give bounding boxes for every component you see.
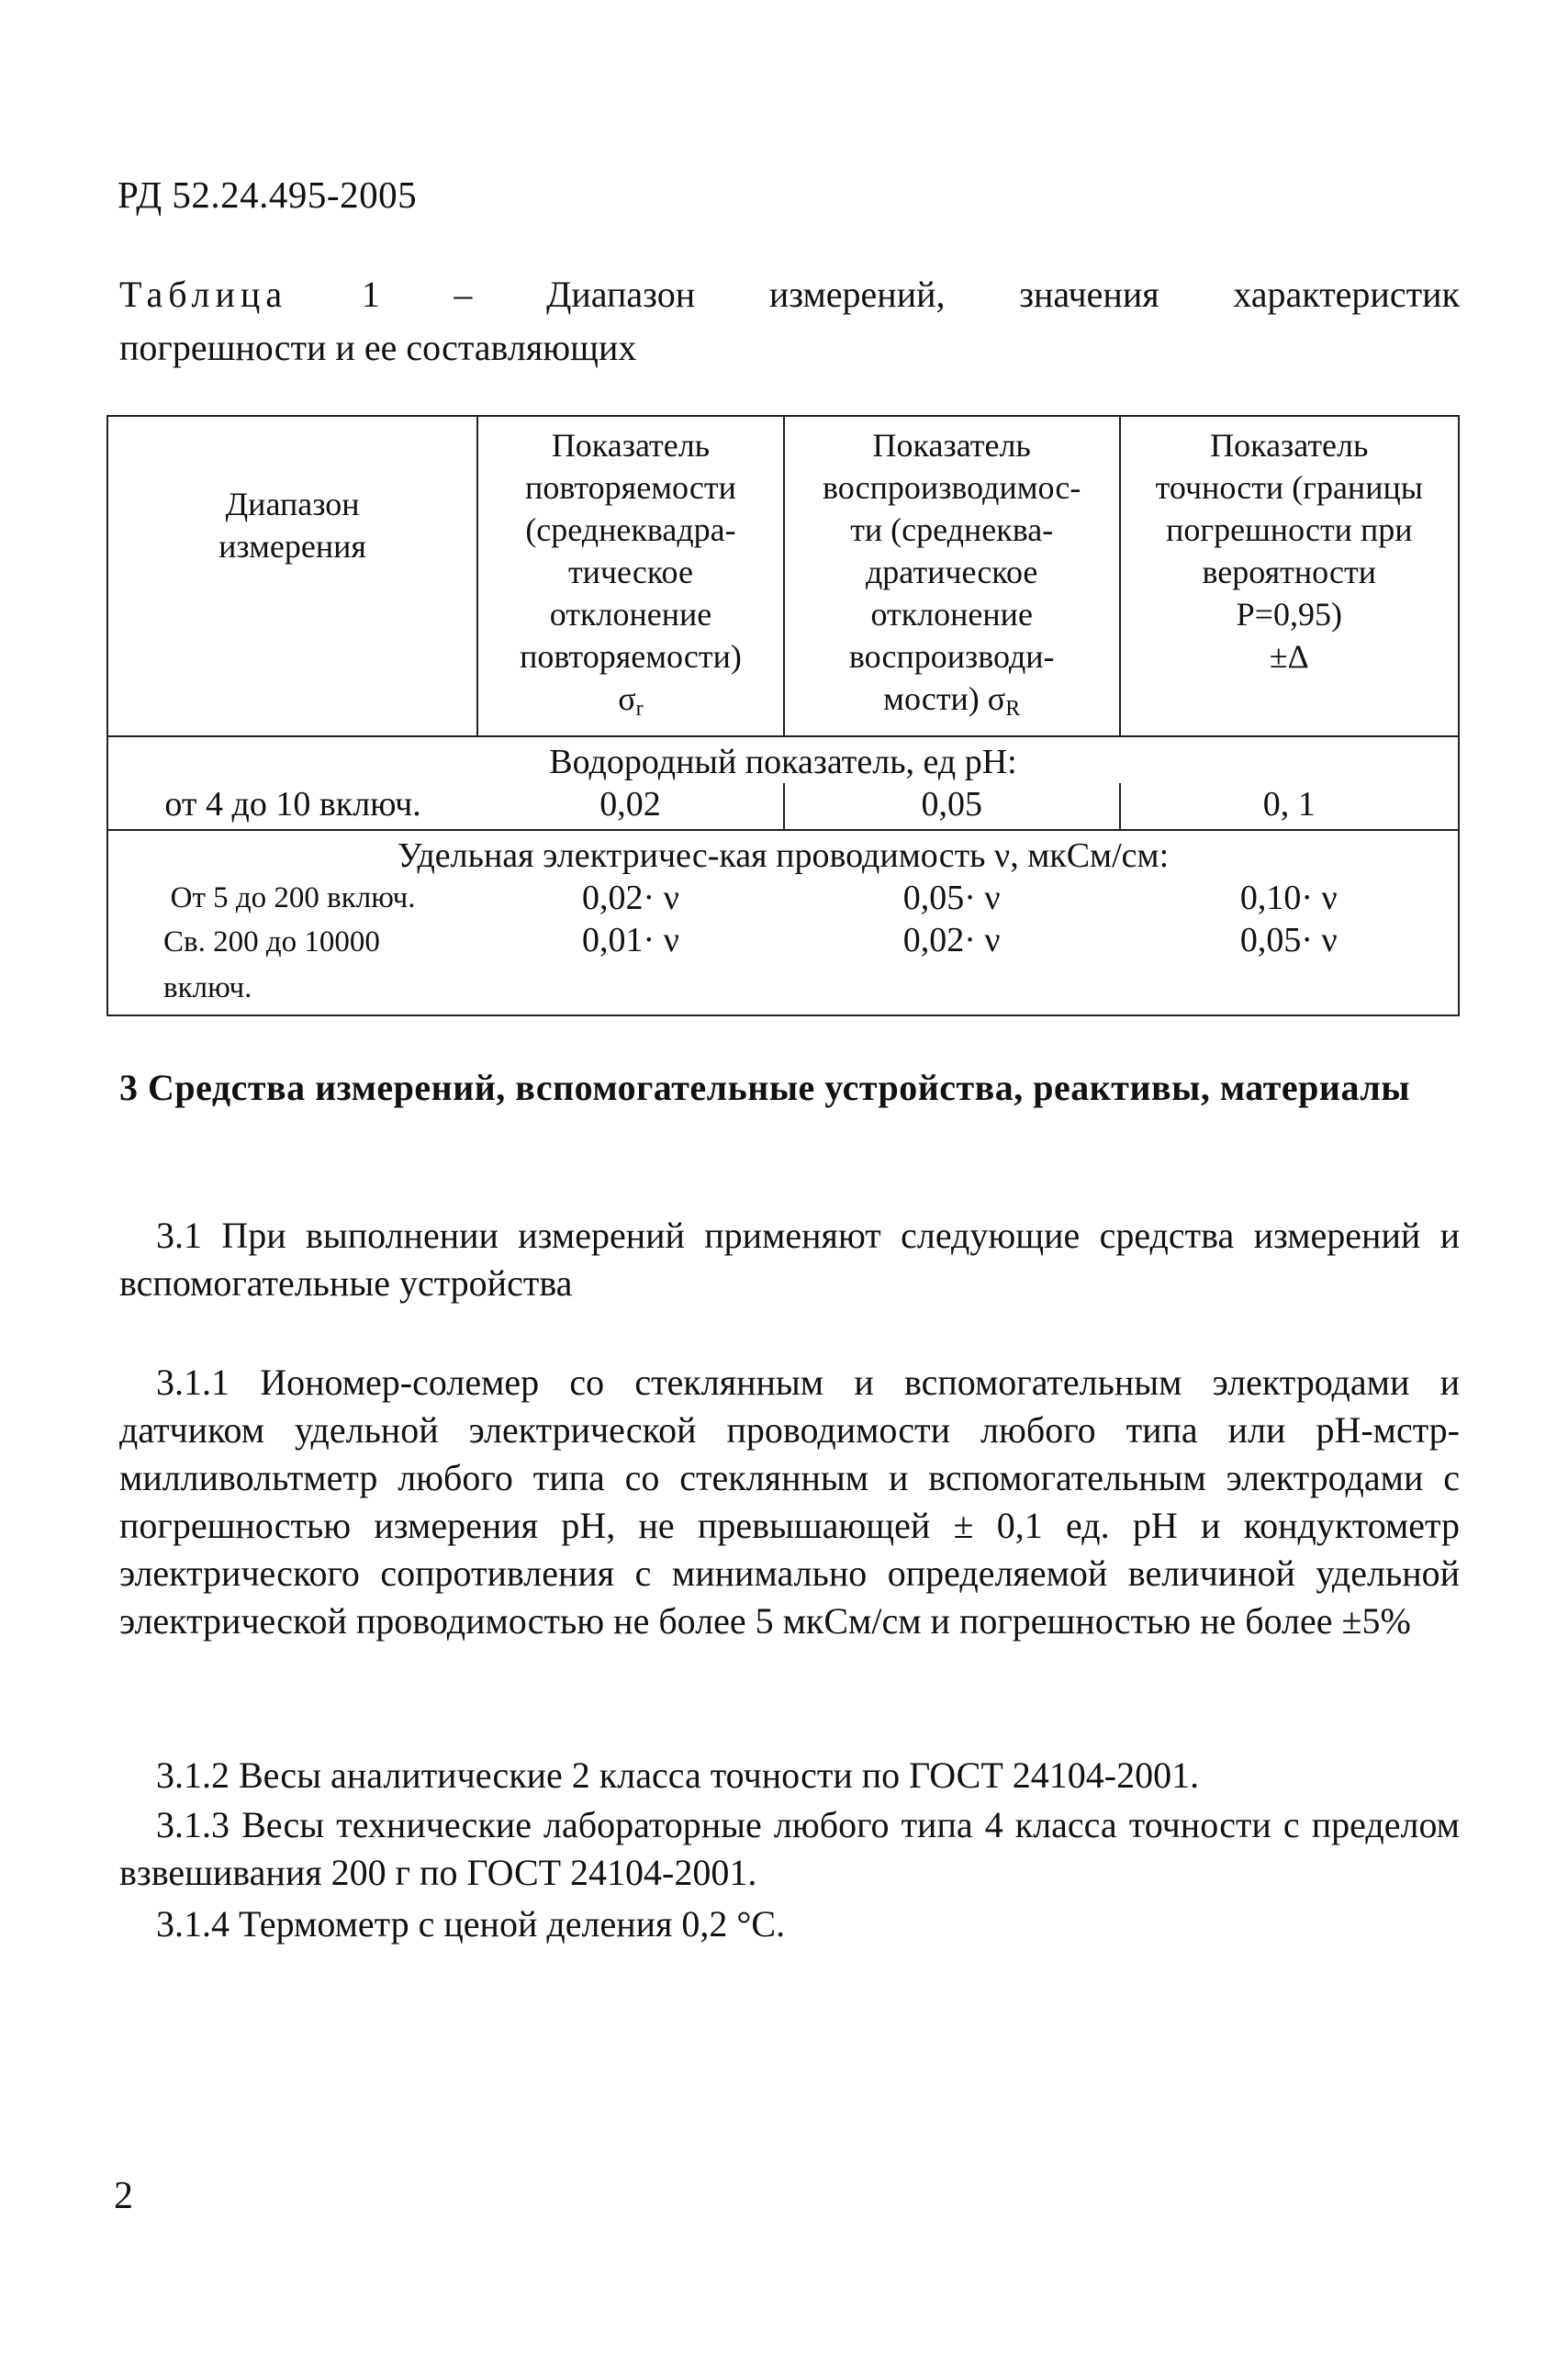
header-line: погрешности при — [1166, 511, 1413, 548]
paragraph-text: 3.1 При выполнении измерений применяют следующие средства измерений и вспомогательные устройства — [119, 1215, 1460, 1304]
paragraph-3-1-1 — [119, 1359, 1460, 1645]
measurement-characteristics-table — [106, 415, 1460, 1016]
cell-repeatability: 0,02 — [477, 783, 784, 830]
paragraph-3-1-3 — [119, 1801, 1460, 1897]
header-line: воспроизводимос- — [823, 469, 1081, 506]
sigma-symbol: σ — [618, 680, 636, 717]
table-caption-continued: погрешности и ее составляющих — [119, 327, 637, 368]
cell-range: Св. 200 до 10000 включ. — [107, 919, 477, 1015]
header-range — [107, 416, 477, 736]
document-code: РД 52.24.495-2005 — [118, 174, 418, 216]
table-header-row — [107, 416, 1459, 736]
caption-dash: – — [454, 274, 473, 315]
header-line: повторяемости) — [520, 638, 742, 675]
header-line: ти (среднеква- — [850, 511, 1054, 548]
header-line: измерения — [218, 527, 366, 565]
paragraph-3-1 — [119, 1212, 1460, 1307]
table-caption — [119, 272, 1460, 318]
paragraph-text: 3.1.1 Иономер-солемер со стеклянным и вспомогательным электродами и датчиком удельной электрической проводимости любого типа или рН-мстр-милливольтметр любого типа со стеклянным и вспомогательным электродами с погрешностью измерения рН, не превышающей ± 0,1 ед. рН и кондуктометр электрического сопротивления с минимально определяемой величиной удельной электрической проводимостью не более 5 мкСм/см и погрешностью не более ±5% — [119, 1362, 1460, 1642]
header-line: дратическое — [865, 554, 1038, 590]
header-line: ±Δ — [1269, 638, 1309, 675]
caption-word: значения — [1019, 274, 1159, 315]
header-line: отклонение — [870, 596, 1033, 633]
group-title: Удельная электричес-кая проводимость ν, мкСм/см: — [107, 830, 1459, 877]
header-symbol — [794, 678, 1110, 730]
caption-word: характеристик — [1233, 274, 1460, 315]
cell-accuracy: 0,05· ν — [1120, 919, 1459, 1015]
section-heading: 3 Средства измерений, вспомогательные устройства, реактивы, материалы — [119, 1067, 1410, 1108]
cell-repeatability: 0,01· ν — [477, 919, 784, 1015]
cell-repeatability: 0,02· ν — [582, 879, 679, 917]
header-line: мости) σ — [883, 680, 1006, 717]
header-line: воспроизводи- — [848, 638, 1055, 675]
paragraph-text: 3.1.3 Весы технические лабораторные любого типа 4 класса точности с пределом взвешивания 200 г по ГОСТ 24104-2001. — [119, 1804, 1460, 1893]
sigma-subscript: R — [1005, 697, 1021, 721]
header-repeatability — [477, 416, 784, 736]
caption-label: Таблица — [119, 274, 288, 315]
page-number: 2 — [114, 2175, 133, 2217]
table-row — [107, 919, 1459, 1015]
caption-word: Диапазон — [546, 274, 696, 315]
table-row — [107, 877, 1459, 919]
group-title-row — [107, 830, 1459, 877]
cell-reproducibility: 0,05 — [784, 783, 1120, 830]
cell-accuracy: 0,10· ν — [1120, 877, 1459, 919]
cell-reproducibility: 0,05· ν — [902, 879, 1001, 917]
header-line: Р=0,95) — [1236, 596, 1342, 633]
header-line: тическое — [567, 554, 693, 590]
sigma-subscript: r — [635, 697, 644, 721]
header-line: Диапазон — [225, 485, 360, 522]
table-row — [107, 783, 1459, 830]
header-reproducibility — [784, 416, 1120, 736]
header-line: Показатель — [1210, 427, 1369, 464]
header-accuracy — [1120, 416, 1459, 736]
cell-range: От 5 до 200 включ. — [107, 877, 477, 919]
paragraph-3-1-4 — [119, 1900, 1460, 1948]
cell-accuracy: 0, 1 — [1120, 783, 1459, 830]
header-line: Показатель — [872, 427, 1031, 464]
paragraph-text: 3.1.2 Весы аналитические 2 класса точности по ГОСТ 24104-2001. — [156, 1754, 1200, 1796]
header-line: точности (границы — [1155, 469, 1423, 506]
paragraph-3-1-2 — [119, 1752, 1460, 1799]
header-line: отклонение — [549, 596, 712, 633]
paragraph-text: 3.1.4 Термометр с ценой деления 0,2 °С. — [156, 1903, 786, 1945]
caption-number: 1 — [361, 274, 380, 315]
group-title: Водородный показатель, ед pH: — [107, 736, 1459, 783]
header-line: повторяемости — [525, 469, 736, 506]
header-line: (среднеквадра- — [525, 511, 736, 548]
cell-reproducibility: 0,02· ν — [784, 919, 1120, 1015]
header-symbol — [487, 678, 774, 730]
caption-word: измерений, — [768, 274, 946, 315]
header-line: вероятности — [1202, 554, 1377, 590]
group-title-row — [107, 736, 1459, 783]
cell-range: от 4 до 10 включ. — [107, 783, 477, 830]
header-line: Показатель — [551, 427, 711, 464]
